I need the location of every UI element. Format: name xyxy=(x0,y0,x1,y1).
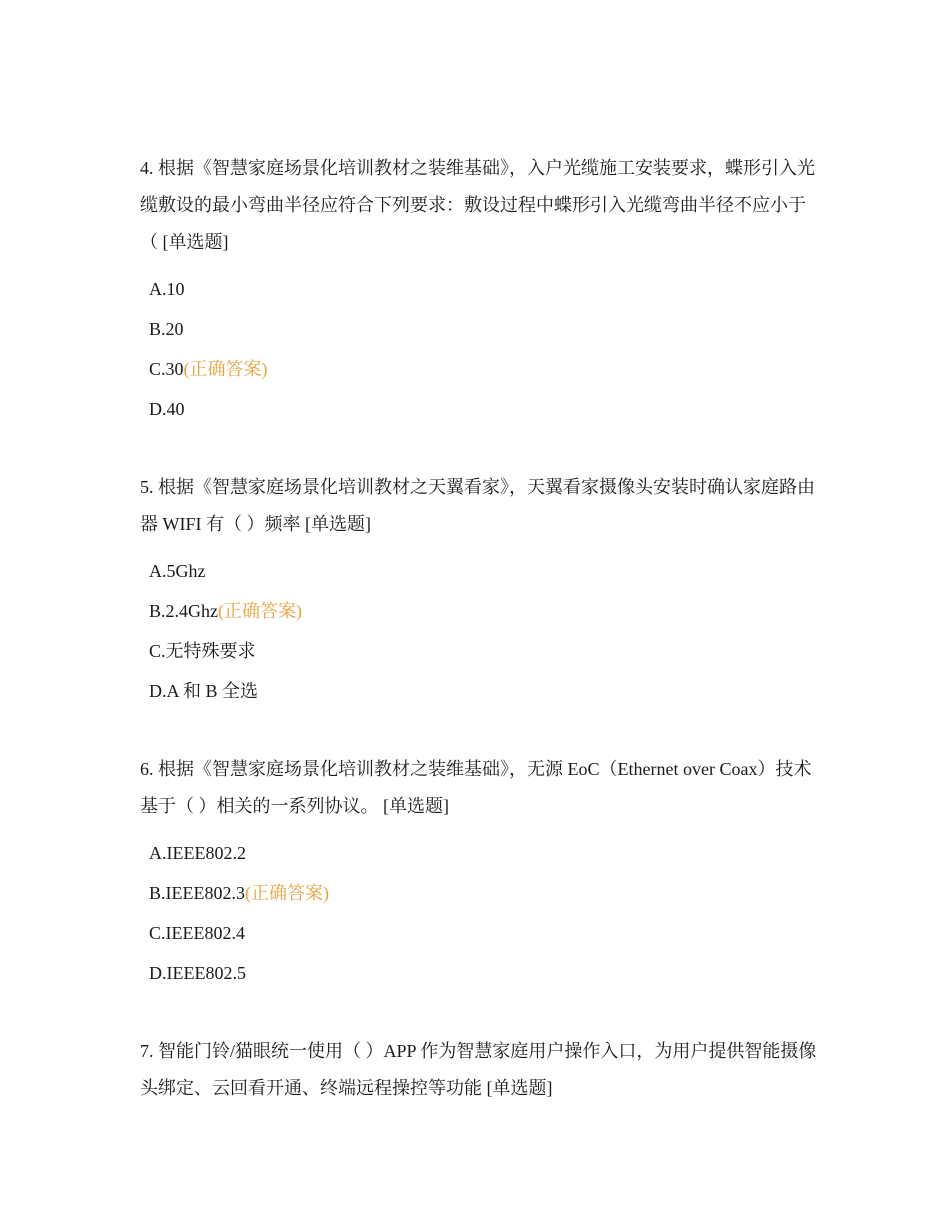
option-label: D.40 xyxy=(149,399,185,419)
option-a[interactable] xyxy=(140,269,820,309)
option-label: D.IEEE802.5 xyxy=(149,963,246,983)
option-label: B.20 xyxy=(149,319,184,339)
option-a[interactable] xyxy=(140,833,820,873)
option-label: C.无特殊要求 xyxy=(149,641,256,661)
option-a[interactable] xyxy=(140,551,820,591)
option-label: A.5Ghz xyxy=(149,561,206,581)
option-d[interactable] xyxy=(140,671,820,711)
document-page xyxy=(140,150,820,1147)
correct-answer-marker: (正确答案) xyxy=(183,359,268,379)
option-c[interactable] xyxy=(140,631,820,671)
option-label: C.IEEE802.4 xyxy=(149,923,245,943)
question-6 xyxy=(140,751,820,993)
correct-answer-marker: (正确答案) xyxy=(218,601,302,621)
option-label: A.10 xyxy=(149,279,185,299)
question-text: 6. 根据《智慧家庭场景化培训教材之装维基础》，无源 EoC（Ethernet over Coax）技术基于（ ）相关的一系列协议。 [单选题] xyxy=(140,759,812,816)
option-label: D.A 和 B 全选 xyxy=(149,681,259,701)
question-text: 5. 根据《智慧家庭场景化培训教材之天翼看家》，天翼看家摄像头安装时确认家庭路由器 WIFI 有（ ）频率 [单选题] xyxy=(140,477,815,534)
option-b[interactable] xyxy=(140,309,820,349)
option-d[interactable] xyxy=(140,389,820,429)
option-label: B.IEEE802.3 xyxy=(149,883,245,903)
option-label: C.30 xyxy=(149,359,184,379)
correct-answer-marker: (正确答案) xyxy=(245,883,329,903)
question-4 xyxy=(140,150,820,429)
question-5 xyxy=(140,469,820,711)
option-b[interactable] xyxy=(140,591,820,631)
option-b[interactable] xyxy=(140,873,820,913)
option-label: B.2.4Ghz xyxy=(149,601,218,621)
option-c[interactable] xyxy=(140,913,820,953)
question-text: 7. 智能门铃/猫眼统一使用（ ）APP 作为智慧家庭用户操作入口，为用户提供智能摄像头绑定、云回看开通、终端远程操控等功能 [单选题] xyxy=(140,1041,817,1098)
question-7 xyxy=(140,1033,820,1107)
option-c[interactable] xyxy=(140,349,820,389)
question-text: 4. 根据《智慧家庭场景化培训教材之装维基础》，入户光缆施工安装要求，蝶形引入光缆敷设的最小弯曲半径应符合下列要求：敷设过程中蝶形引入光缆弯曲半径不应小于（ [单选题] xyxy=(140,158,815,252)
option-label: A.IEEE802.2 xyxy=(149,843,246,863)
option-d[interactable] xyxy=(140,953,820,993)
